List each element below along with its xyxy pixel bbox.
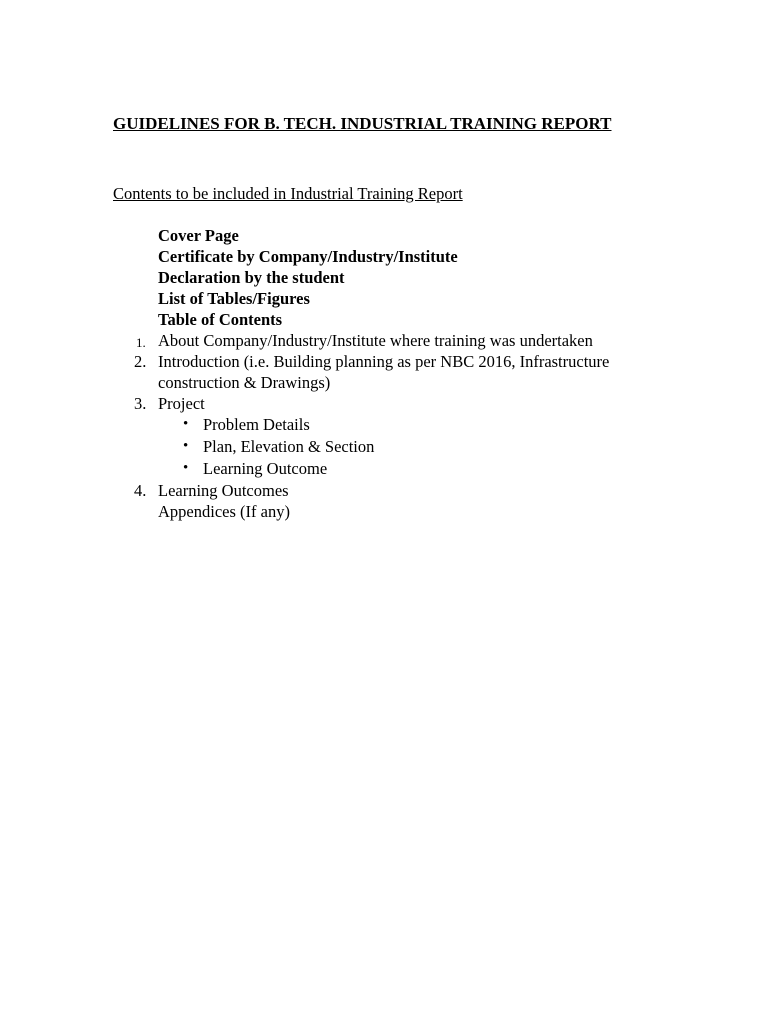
front-matter-table-of-contents: Table of Contents <box>158 310 283 329</box>
list-item-text-continued: construction & Drawings) <box>158 373 331 392</box>
contents-list <box>0 225 768 522</box>
front-matter-cover-page: Cover Page <box>158 226 239 245</box>
numbered-item-1 <box>0 330 768 351</box>
list-number: 2. <box>134 352 147 371</box>
list-item-text: Introduction (i.e. Building planning as per NBC 2016, Infrastructure <box>158 352 610 371</box>
appendices-text: Appendices (If any) <box>158 502 290 521</box>
front-matter-item <box>0 288 768 309</box>
bullet-icon: • <box>183 438 189 454</box>
numbered-item-2-continuation <box>0 372 768 393</box>
front-matter-item <box>0 225 768 246</box>
bullet-icon: • <box>183 416 189 432</box>
list-item-text: About Company/Industry/Institute where training was undertaken <box>158 331 593 350</box>
list-item-text: Project <box>158 394 205 413</box>
document-subtitle: Contents to be included in Industrial Training Report <box>113 184 463 203</box>
bullet-item-text: Plan, Elevation & Section <box>203 437 375 456</box>
list-item-text: Learning Outcomes <box>158 481 289 500</box>
numbered-item-3 <box>0 393 768 414</box>
bullet-item <box>0 458 768 480</box>
list-number: 4. <box>134 481 147 500</box>
numbered-item-2 <box>0 351 768 372</box>
front-matter-certificate: Certificate by Company/Industry/Institute <box>158 247 458 266</box>
bullet-item <box>0 414 768 436</box>
bullet-item <box>0 436 768 458</box>
list-number: 3. <box>134 394 147 413</box>
list-number: 1. <box>136 335 146 350</box>
front-matter-item <box>0 246 768 267</box>
bullet-item-text: Learning Outcome <box>203 459 328 478</box>
numbered-item-4 <box>0 480 768 501</box>
front-matter-item <box>0 267 768 288</box>
document-title: GUIDELINES FOR B. TECH. INDUSTRIAL TRAINING REPORT <box>113 114 612 133</box>
bullet-item-text: Problem Details <box>203 415 310 434</box>
front-matter-list-of-tables: List of Tables/Figures <box>158 289 310 308</box>
appendices-item <box>0 501 768 522</box>
front-matter-item <box>0 309 768 330</box>
front-matter-declaration: Declaration by the student <box>158 268 345 287</box>
bullet-icon: • <box>183 460 189 476</box>
